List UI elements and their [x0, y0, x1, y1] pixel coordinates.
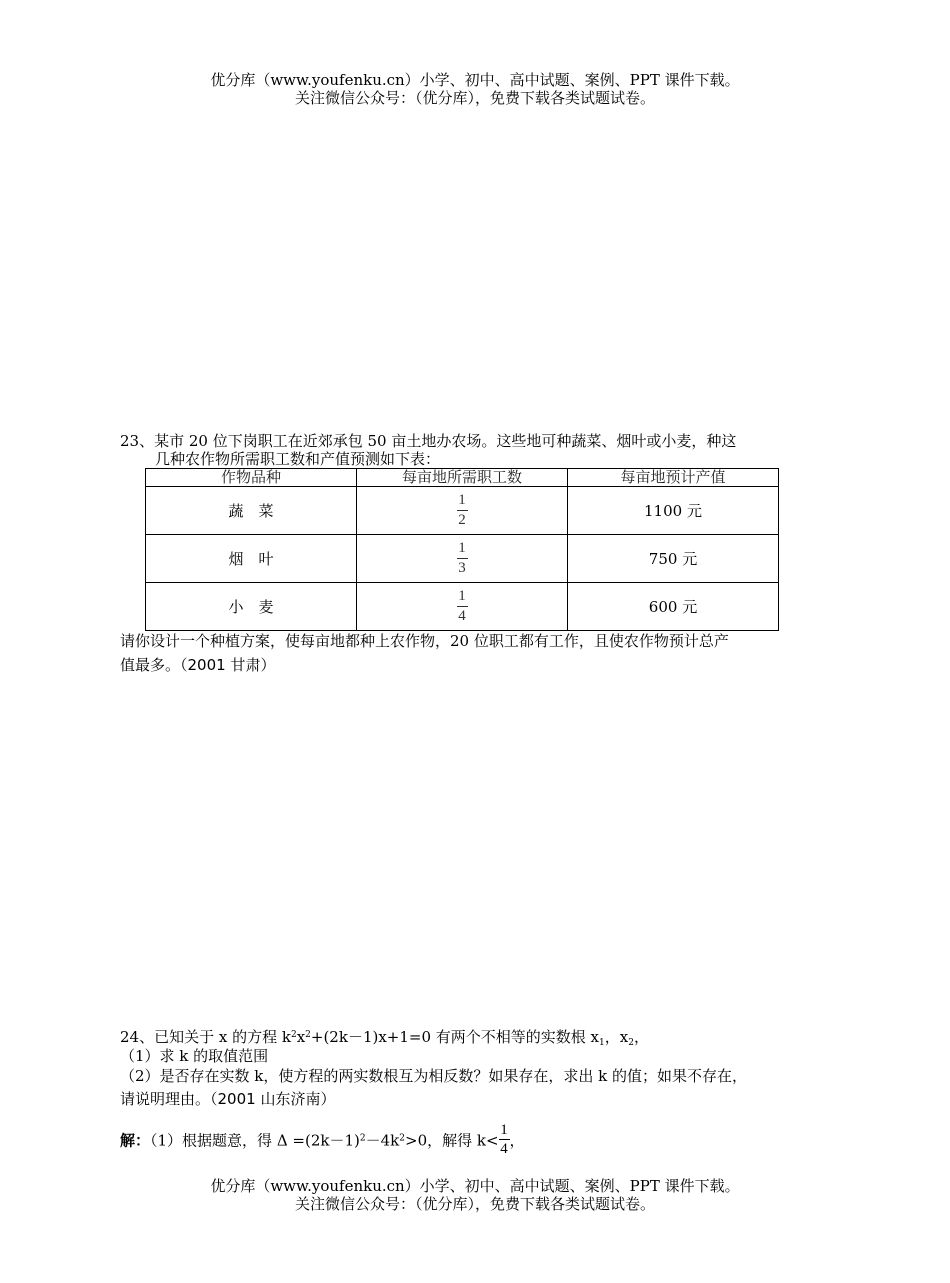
q24-part-1: （1）求 k 的取值范围	[120, 1047, 269, 1065]
subscript: 2	[628, 1038, 634, 1048]
fraction-numerator: 1	[458, 588, 466, 604]
crop-cell: 蔬 菜	[146, 487, 357, 535]
fraction-numerator: 1	[458, 540, 466, 556]
q24-source: （2001 山东济南）	[210, 1090, 336, 1108]
fraction-denominator: 4	[500, 1141, 508, 1157]
q24-solution	[120, 1124, 525, 1159]
footer-line-2: 关注微信公众号：（优分库），免费下载各类试题试卷。	[294, 1195, 655, 1213]
superscript: 2	[399, 1133, 405, 1144]
workers-cell	[357, 535, 568, 583]
q23-after-line-2	[120, 656, 275, 674]
q23-source: （2001 甘肃）	[180, 656, 276, 674]
q23-text-line-2: 几种农作物所需职工数和产值预测如下表：	[155, 450, 441, 468]
fraction	[457, 540, 468, 577]
workers-cell	[357, 583, 568, 631]
crop-cell: 烟 叶	[146, 535, 357, 583]
workers-cell	[357, 487, 568, 535]
fraction	[457, 492, 468, 529]
q24-text-line-1	[120, 1028, 649, 1046]
value-cell: 1100 元	[568, 487, 779, 535]
fraction-denominator: 2	[458, 512, 466, 528]
fraction-numerator: 1	[458, 492, 466, 508]
solution-text: （1）根据题意，得 Δ =(2k－1)	[150, 1131, 360, 1150]
table-row	[146, 583, 779, 631]
q24-part-2b-text: 请说明理由。	[120, 1090, 211, 1108]
q24-text: +(2k－1)x+1=0 有两个不相等的实数根 x	[310, 1028, 600, 1046]
table-header-row	[146, 469, 779, 487]
superscript: 2	[305, 1030, 311, 1040]
q24-text: 24、已知关于 x 的方程 k	[120, 1028, 291, 1046]
table-header-crop: 作物品种	[146, 469, 357, 487]
superscript: 2	[290, 1030, 297, 1040]
fraction-numerator: 1	[500, 1122, 508, 1138]
fraction-denominator: 4	[458, 608, 466, 624]
q24-text: x	[296, 1028, 306, 1046]
solution-text: ，	[509, 1131, 525, 1150]
q24-part-2: （2）是否存在实数 k，使方程的两实数根互为相反数？如果存在，求出 k 的值；如果不存在，	[120, 1067, 748, 1085]
solution-text: >0，解得 k<	[405, 1131, 499, 1150]
crop-table	[145, 468, 779, 631]
q23-text-line-1: 23、某市 20 位下岗职工在近郊承包 50 亩土地办农场。这些地可种蔬菜、烟叶或小麦，种这	[120, 432, 737, 450]
q24-text: ，x	[604, 1028, 629, 1046]
fraction-denominator: 3	[458, 560, 466, 576]
header-line-2: 关注微信公众号：（优分库），免费下载各类试题试卷。	[294, 89, 655, 107]
crop-cell: 小 麦	[146, 583, 357, 631]
fraction	[457, 588, 468, 625]
subscript: 1	[599, 1038, 605, 1048]
value-cell: 600 元	[568, 583, 779, 631]
q23-after-text: 值最多。	[120, 656, 181, 674]
table-header-value: 每亩地预计产值	[568, 469, 779, 487]
q23-after-line-1: 请你设计一个种植方案，使每亩地都种上农作物，20 位职工都有工作，且使农作物预计总产	[120, 632, 729, 650]
footer-line-1: 优分库（www.youfenku.cn）小学、初中、高中试题、案例、PPT 课件下载。	[210, 1177, 740, 1195]
superscript: 2	[359, 1133, 366, 1144]
header-line-1: 优分库（www.youfenku.cn）小学、初中、高中试题、案例、PPT 课件下载。	[210, 71, 740, 89]
value-cell: 750 元	[568, 535, 779, 583]
q24-part-2-cont	[120, 1090, 335, 1108]
table-row	[146, 535, 779, 583]
q24-text: ，	[633, 1028, 649, 1046]
solution-text: －4k	[365, 1131, 400, 1150]
solution-label: 解：	[120, 1131, 151, 1150]
table-header-workers: 每亩地所需职工数	[357, 469, 568, 487]
table-row	[146, 487, 779, 535]
fraction	[499, 1122, 510, 1157]
